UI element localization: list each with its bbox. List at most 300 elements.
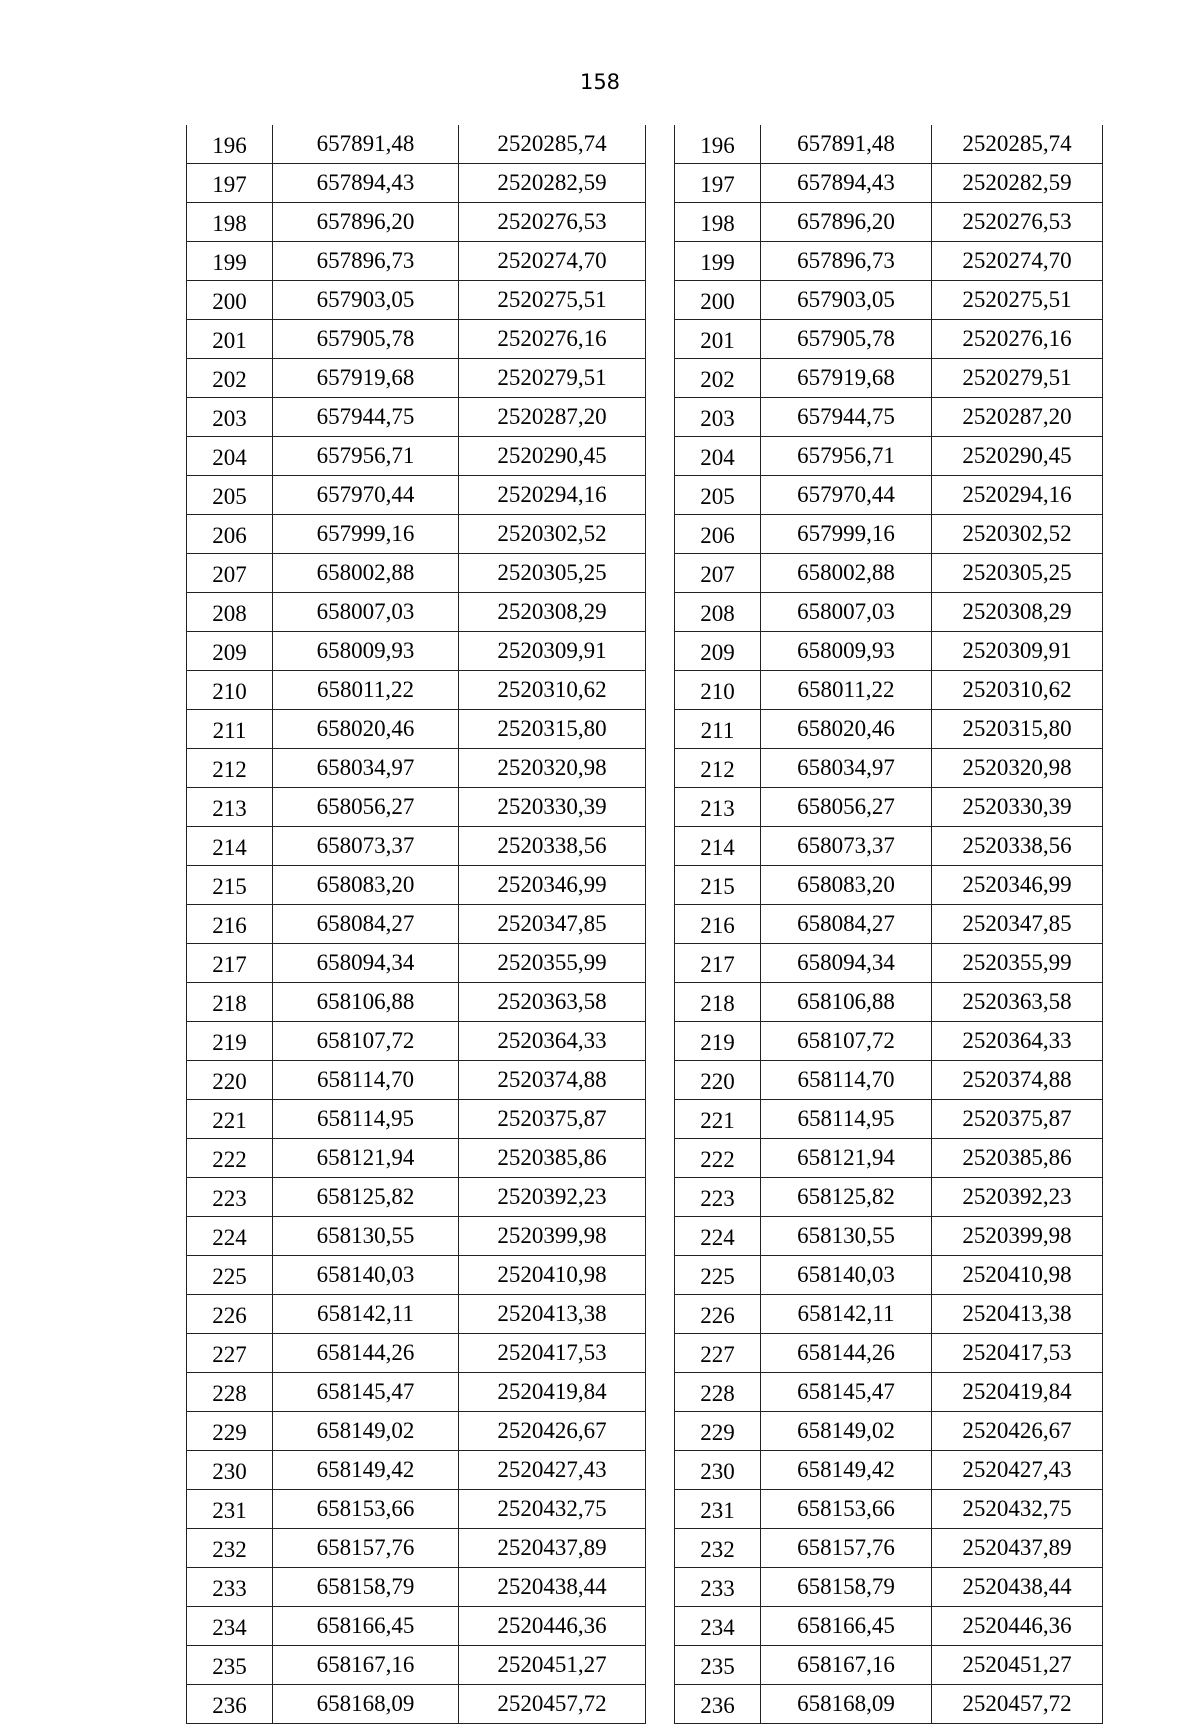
point-number-cell: 205 bbox=[675, 476, 761, 515]
x-coordinate-cell: 658167,16 bbox=[273, 1646, 459, 1685]
x-coordinate-cell: 658168,09 bbox=[761, 1685, 932, 1724]
table-row bbox=[675, 1217, 1103, 1256]
point-number-cell: 200 bbox=[675, 281, 761, 320]
y-coordinate-cell: 2520364,33 bbox=[459, 1022, 646, 1061]
table-row bbox=[675, 320, 1103, 359]
point-number-cell: 204 bbox=[675, 437, 761, 476]
point-number-cell: 197 bbox=[675, 164, 761, 203]
table-row bbox=[675, 1373, 1103, 1412]
point-number-cell: 202 bbox=[675, 359, 761, 398]
point-number-cell: 228 bbox=[675, 1373, 761, 1412]
table-row bbox=[187, 1256, 646, 1295]
x-coordinate-cell: 657896,73 bbox=[273, 242, 459, 281]
table-row bbox=[187, 1373, 646, 1412]
y-coordinate-cell: 2520287,20 bbox=[459, 398, 646, 437]
y-coordinate-cell: 2520374,88 bbox=[459, 1061, 646, 1100]
y-coordinate-cell: 2520320,98 bbox=[459, 749, 646, 788]
y-coordinate-cell: 2520457,72 bbox=[932, 1685, 1103, 1724]
y-coordinate-cell: 2520374,88 bbox=[932, 1061, 1103, 1100]
x-coordinate-cell: 657999,16 bbox=[273, 515, 459, 554]
point-number-cell: 207 bbox=[675, 554, 761, 593]
table-row bbox=[675, 983, 1103, 1022]
y-coordinate-cell: 2520347,85 bbox=[932, 905, 1103, 944]
table-row bbox=[675, 125, 1103, 164]
point-number-cell: 223 bbox=[187, 1178, 273, 1217]
point-number-cell: 225 bbox=[187, 1256, 273, 1295]
x-coordinate-cell: 658114,95 bbox=[761, 1100, 932, 1139]
point-number-cell: 219 bbox=[675, 1022, 761, 1061]
table-row bbox=[675, 281, 1103, 320]
point-number-cell: 229 bbox=[187, 1412, 273, 1451]
y-coordinate-cell: 2520399,98 bbox=[932, 1217, 1103, 1256]
point-number-cell: 222 bbox=[675, 1139, 761, 1178]
point-number-cell: 218 bbox=[675, 983, 761, 1022]
x-coordinate-cell: 658034,97 bbox=[761, 749, 932, 788]
y-coordinate-cell: 2520446,36 bbox=[459, 1607, 646, 1646]
x-coordinate-cell: 658007,03 bbox=[761, 593, 932, 632]
table-row bbox=[675, 866, 1103, 905]
x-coordinate-cell: 658121,94 bbox=[761, 1139, 932, 1178]
y-coordinate-cell: 2520302,52 bbox=[932, 515, 1103, 554]
table-row bbox=[187, 1607, 646, 1646]
x-coordinate-cell: 657894,43 bbox=[273, 164, 459, 203]
point-number-cell: 213 bbox=[675, 788, 761, 827]
x-coordinate-cell: 658145,47 bbox=[273, 1373, 459, 1412]
y-coordinate-cell: 2520309,91 bbox=[932, 632, 1103, 671]
y-coordinate-cell: 2520437,89 bbox=[932, 1529, 1103, 1568]
point-number-cell: 227 bbox=[675, 1334, 761, 1373]
x-coordinate-cell: 658114,95 bbox=[273, 1100, 459, 1139]
y-coordinate-cell: 2520282,59 bbox=[932, 164, 1103, 203]
y-coordinate-cell: 2520276,53 bbox=[459, 203, 646, 242]
point-number-cell: 211 bbox=[675, 710, 761, 749]
x-coordinate-cell: 657891,48 bbox=[761, 125, 932, 164]
table-row bbox=[187, 476, 646, 515]
y-coordinate-cell: 2520432,75 bbox=[459, 1490, 646, 1529]
y-coordinate-cell: 2520338,56 bbox=[932, 827, 1103, 866]
table-row bbox=[187, 281, 646, 320]
point-number-cell: 206 bbox=[187, 515, 273, 554]
point-number-cell: 196 bbox=[675, 125, 761, 164]
point-number-cell: 209 bbox=[675, 632, 761, 671]
table-row bbox=[675, 359, 1103, 398]
x-coordinate-cell: 657944,75 bbox=[761, 398, 932, 437]
table-row bbox=[187, 242, 646, 281]
point-number-cell: 221 bbox=[187, 1100, 273, 1139]
x-coordinate-cell: 658149,02 bbox=[761, 1412, 932, 1451]
point-number-cell: 196 bbox=[187, 125, 273, 164]
point-number-cell: 233 bbox=[187, 1568, 273, 1607]
y-coordinate-cell: 2520385,86 bbox=[459, 1139, 646, 1178]
point-number-cell: 204 bbox=[187, 437, 273, 476]
x-coordinate-cell: 657999,16 bbox=[761, 515, 932, 554]
x-coordinate-cell: 657894,43 bbox=[761, 164, 932, 203]
y-coordinate-cell: 2520274,70 bbox=[932, 242, 1103, 281]
y-coordinate-cell: 2520392,23 bbox=[459, 1178, 646, 1217]
y-coordinate-cell: 2520279,51 bbox=[459, 359, 646, 398]
y-coordinate-cell: 2520427,43 bbox=[459, 1451, 646, 1490]
x-coordinate-cell: 658056,27 bbox=[761, 788, 932, 827]
x-coordinate-cell: 658166,45 bbox=[761, 1607, 932, 1646]
table-row bbox=[675, 593, 1103, 632]
point-number-cell: 214 bbox=[675, 827, 761, 866]
table-row bbox=[675, 1256, 1103, 1295]
x-coordinate-cell: 658149,42 bbox=[761, 1451, 932, 1490]
table-row bbox=[187, 1490, 646, 1529]
x-coordinate-cell: 658114,70 bbox=[761, 1061, 932, 1100]
y-coordinate-cell: 2520355,99 bbox=[459, 944, 646, 983]
x-coordinate-cell: 657896,20 bbox=[761, 203, 932, 242]
y-coordinate-cell: 2520276,16 bbox=[932, 320, 1103, 359]
y-coordinate-cell: 2520364,33 bbox=[932, 1022, 1103, 1061]
table-row bbox=[187, 1217, 646, 1256]
point-number-cell: 223 bbox=[675, 1178, 761, 1217]
point-number-cell: 207 bbox=[187, 554, 273, 593]
table-row bbox=[675, 1334, 1103, 1373]
table-row bbox=[187, 593, 646, 632]
y-coordinate-cell: 2520285,74 bbox=[459, 125, 646, 164]
point-number-cell: 206 bbox=[675, 515, 761, 554]
y-coordinate-cell: 2520305,25 bbox=[459, 554, 646, 593]
point-number-cell: 203 bbox=[187, 398, 273, 437]
table-row bbox=[675, 944, 1103, 983]
y-coordinate-cell: 2520410,98 bbox=[932, 1256, 1103, 1295]
table-row bbox=[675, 1529, 1103, 1568]
y-coordinate-cell: 2520451,27 bbox=[932, 1646, 1103, 1685]
point-number-cell: 220 bbox=[187, 1061, 273, 1100]
table-row bbox=[187, 515, 646, 554]
x-coordinate-cell: 658009,93 bbox=[761, 632, 932, 671]
y-coordinate-cell: 2520451,27 bbox=[459, 1646, 646, 1685]
table-row bbox=[187, 749, 646, 788]
x-coordinate-cell: 657903,05 bbox=[761, 281, 932, 320]
y-coordinate-cell: 2520363,58 bbox=[459, 983, 646, 1022]
point-number-cell: 232 bbox=[187, 1529, 273, 1568]
x-coordinate-cell: 658153,66 bbox=[761, 1490, 932, 1529]
table-row bbox=[675, 437, 1103, 476]
x-coordinate-cell: 657896,20 bbox=[273, 203, 459, 242]
x-coordinate-cell: 658007,03 bbox=[273, 593, 459, 632]
point-number-cell: 228 bbox=[187, 1373, 273, 1412]
y-coordinate-cell: 2520275,51 bbox=[459, 281, 646, 320]
point-number-cell: 233 bbox=[675, 1568, 761, 1607]
y-coordinate-cell: 2520426,67 bbox=[459, 1412, 646, 1451]
x-coordinate-cell: 658106,88 bbox=[273, 983, 459, 1022]
table-row bbox=[187, 1061, 646, 1100]
table-row bbox=[187, 1412, 646, 1451]
y-coordinate-cell: 2520419,84 bbox=[459, 1373, 646, 1412]
x-coordinate-cell: 658011,22 bbox=[761, 671, 932, 710]
table-row bbox=[675, 164, 1103, 203]
y-coordinate-cell: 2520346,99 bbox=[932, 866, 1103, 905]
y-coordinate-cell: 2520438,44 bbox=[459, 1568, 646, 1607]
table-row bbox=[187, 1529, 646, 1568]
table-row bbox=[675, 749, 1103, 788]
y-coordinate-cell: 2520279,51 bbox=[932, 359, 1103, 398]
table-row bbox=[675, 1100, 1103, 1139]
point-number-cell: 216 bbox=[675, 905, 761, 944]
point-number-cell: 234 bbox=[187, 1607, 273, 1646]
y-coordinate-cell: 2520413,38 bbox=[459, 1295, 646, 1334]
table-row bbox=[675, 632, 1103, 671]
table-row bbox=[187, 671, 646, 710]
x-coordinate-cell: 658142,11 bbox=[761, 1295, 932, 1334]
y-coordinate-cell: 2520308,29 bbox=[459, 593, 646, 632]
y-coordinate-cell: 2520282,59 bbox=[459, 164, 646, 203]
point-number-cell: 230 bbox=[675, 1451, 761, 1490]
table-row bbox=[187, 1139, 646, 1178]
table-row bbox=[187, 1646, 646, 1685]
table-row bbox=[675, 515, 1103, 554]
point-number-cell: 211 bbox=[187, 710, 273, 749]
table-row bbox=[187, 359, 646, 398]
point-number-cell: 209 bbox=[187, 632, 273, 671]
point-number-cell: 230 bbox=[187, 1451, 273, 1490]
y-coordinate-cell: 2520294,16 bbox=[459, 476, 646, 515]
point-number-cell: 217 bbox=[675, 944, 761, 983]
point-number-cell: 208 bbox=[675, 593, 761, 632]
table-row bbox=[187, 125, 646, 164]
x-coordinate-cell: 658168,09 bbox=[273, 1685, 459, 1724]
y-coordinate-cell: 2520426,67 bbox=[932, 1412, 1103, 1451]
point-number-cell: 210 bbox=[675, 671, 761, 710]
x-coordinate-cell: 658009,93 bbox=[273, 632, 459, 671]
point-number-cell: 210 bbox=[187, 671, 273, 710]
table-row bbox=[187, 944, 646, 983]
x-coordinate-cell: 658107,72 bbox=[761, 1022, 932, 1061]
coordinates-table-right bbox=[674, 125, 1103, 1724]
x-coordinate-cell: 658142,11 bbox=[273, 1295, 459, 1334]
point-number-cell: 212 bbox=[187, 749, 273, 788]
table-row bbox=[187, 788, 646, 827]
table-row bbox=[187, 632, 646, 671]
y-coordinate-cell: 2520346,99 bbox=[459, 866, 646, 905]
x-coordinate-cell: 658167,16 bbox=[761, 1646, 932, 1685]
table-row bbox=[675, 710, 1103, 749]
x-coordinate-cell: 657970,44 bbox=[273, 476, 459, 515]
y-coordinate-cell: 2520347,85 bbox=[459, 905, 646, 944]
table-row bbox=[675, 398, 1103, 437]
table-row bbox=[187, 827, 646, 866]
x-coordinate-cell: 657919,68 bbox=[273, 359, 459, 398]
point-number-cell: 215 bbox=[675, 866, 761, 905]
x-coordinate-cell: 657896,73 bbox=[761, 242, 932, 281]
point-number-cell: 226 bbox=[187, 1295, 273, 1334]
x-coordinate-cell: 658121,94 bbox=[273, 1139, 459, 1178]
table-row bbox=[187, 1100, 646, 1139]
x-coordinate-cell: 658149,02 bbox=[273, 1412, 459, 1451]
table-row bbox=[187, 1685, 646, 1724]
y-coordinate-cell: 2520330,39 bbox=[932, 788, 1103, 827]
point-number-cell: 221 bbox=[675, 1100, 761, 1139]
point-number-cell: 231 bbox=[675, 1490, 761, 1529]
x-coordinate-cell: 658114,70 bbox=[273, 1061, 459, 1100]
y-coordinate-cell: 2520375,87 bbox=[459, 1100, 646, 1139]
table-row bbox=[675, 1178, 1103, 1217]
x-coordinate-cell: 658056,27 bbox=[273, 788, 459, 827]
table-row bbox=[675, 1685, 1103, 1724]
table-row bbox=[675, 203, 1103, 242]
point-number-cell: 234 bbox=[675, 1607, 761, 1646]
point-number-cell: 201 bbox=[187, 320, 273, 359]
table-row bbox=[675, 1490, 1103, 1529]
y-coordinate-cell: 2520427,43 bbox=[932, 1451, 1103, 1490]
x-coordinate-cell: 657903,05 bbox=[273, 281, 459, 320]
point-number-cell: 225 bbox=[675, 1256, 761, 1295]
y-coordinate-cell: 2520417,53 bbox=[932, 1334, 1103, 1373]
x-coordinate-cell: 658140,03 bbox=[761, 1256, 932, 1295]
point-number-cell: 227 bbox=[187, 1334, 273, 1373]
point-number-cell: 218 bbox=[187, 983, 273, 1022]
y-coordinate-cell: 2520417,53 bbox=[459, 1334, 646, 1373]
y-coordinate-cell: 2520276,53 bbox=[932, 203, 1103, 242]
y-coordinate-cell: 2520338,56 bbox=[459, 827, 646, 866]
point-number-cell: 226 bbox=[675, 1295, 761, 1334]
y-coordinate-cell: 2520446,36 bbox=[932, 1607, 1103, 1646]
x-coordinate-cell: 658166,45 bbox=[273, 1607, 459, 1646]
y-coordinate-cell: 2520290,45 bbox=[459, 437, 646, 476]
coordinates-table-left bbox=[186, 125, 646, 1724]
table-row bbox=[675, 554, 1103, 593]
point-number-cell: 236 bbox=[675, 1685, 761, 1724]
point-number-cell: 199 bbox=[675, 242, 761, 281]
table-row bbox=[187, 164, 646, 203]
x-coordinate-cell: 658083,20 bbox=[761, 866, 932, 905]
y-coordinate-cell: 2520330,39 bbox=[459, 788, 646, 827]
y-coordinate-cell: 2520438,44 bbox=[932, 1568, 1103, 1607]
y-coordinate-cell: 2520285,74 bbox=[932, 125, 1103, 164]
table-row bbox=[187, 866, 646, 905]
x-coordinate-cell: 658094,34 bbox=[273, 944, 459, 983]
page-number: 158 bbox=[579, 70, 621, 94]
x-coordinate-cell: 658144,26 bbox=[273, 1334, 459, 1373]
table-row bbox=[675, 1412, 1103, 1451]
point-number-cell: 214 bbox=[187, 827, 273, 866]
y-coordinate-cell: 2520305,25 bbox=[932, 554, 1103, 593]
table-row bbox=[187, 437, 646, 476]
x-coordinate-cell: 658157,76 bbox=[761, 1529, 932, 1568]
x-coordinate-cell: 658144,26 bbox=[761, 1334, 932, 1373]
x-coordinate-cell: 658107,72 bbox=[273, 1022, 459, 1061]
table-row bbox=[675, 827, 1103, 866]
table-row bbox=[187, 983, 646, 1022]
table-row bbox=[675, 788, 1103, 827]
x-coordinate-cell: 658073,37 bbox=[273, 827, 459, 866]
x-coordinate-cell: 658020,46 bbox=[273, 710, 459, 749]
x-coordinate-cell: 658002,88 bbox=[761, 554, 932, 593]
y-coordinate-cell: 2520310,62 bbox=[459, 671, 646, 710]
point-number-cell: 201 bbox=[675, 320, 761, 359]
table-row bbox=[675, 1139, 1103, 1178]
point-number-cell: 208 bbox=[187, 593, 273, 632]
table-row bbox=[187, 1568, 646, 1607]
table-row bbox=[187, 554, 646, 593]
point-number-cell: 199 bbox=[187, 242, 273, 281]
y-coordinate-cell: 2520308,29 bbox=[932, 593, 1103, 632]
y-coordinate-cell: 2520392,23 bbox=[932, 1178, 1103, 1217]
x-coordinate-cell: 658145,47 bbox=[761, 1373, 932, 1412]
point-number-cell: 229 bbox=[675, 1412, 761, 1451]
y-coordinate-cell: 2520309,91 bbox=[459, 632, 646, 671]
y-coordinate-cell: 2520276,16 bbox=[459, 320, 646, 359]
point-number-cell: 222 bbox=[187, 1139, 273, 1178]
point-number-cell: 219 bbox=[187, 1022, 273, 1061]
x-coordinate-cell: 658073,37 bbox=[761, 827, 932, 866]
x-coordinate-cell: 657905,78 bbox=[761, 320, 932, 359]
x-coordinate-cell: 658158,79 bbox=[273, 1568, 459, 1607]
y-coordinate-cell: 2520363,58 bbox=[932, 983, 1103, 1022]
point-number-cell: 236 bbox=[187, 1685, 273, 1724]
table-row bbox=[675, 1451, 1103, 1490]
y-coordinate-cell: 2520290,45 bbox=[932, 437, 1103, 476]
point-number-cell: 200 bbox=[187, 281, 273, 320]
y-coordinate-cell: 2520457,72 bbox=[459, 1685, 646, 1724]
table-row bbox=[187, 710, 646, 749]
y-coordinate-cell: 2520287,20 bbox=[932, 398, 1103, 437]
table-row bbox=[675, 1607, 1103, 1646]
x-coordinate-cell: 658130,55 bbox=[273, 1217, 459, 1256]
x-coordinate-cell: 658153,66 bbox=[273, 1490, 459, 1529]
y-coordinate-cell: 2520437,89 bbox=[459, 1529, 646, 1568]
x-coordinate-cell: 657956,71 bbox=[273, 437, 459, 476]
table-row bbox=[675, 905, 1103, 944]
y-coordinate-cell: 2520413,38 bbox=[932, 1295, 1103, 1334]
point-number-cell: 235 bbox=[675, 1646, 761, 1685]
table-row bbox=[675, 1061, 1103, 1100]
y-coordinate-cell: 2520399,98 bbox=[459, 1217, 646, 1256]
table-row bbox=[675, 1295, 1103, 1334]
x-coordinate-cell: 658084,27 bbox=[761, 905, 932, 944]
table-row bbox=[187, 1022, 646, 1061]
x-coordinate-cell: 657944,75 bbox=[273, 398, 459, 437]
point-number-cell: 217 bbox=[187, 944, 273, 983]
table-row bbox=[187, 1178, 646, 1217]
x-coordinate-cell: 658094,34 bbox=[761, 944, 932, 983]
x-coordinate-cell: 658140,03 bbox=[273, 1256, 459, 1295]
x-coordinate-cell: 658083,20 bbox=[273, 866, 459, 905]
x-coordinate-cell: 658002,88 bbox=[273, 554, 459, 593]
table-row bbox=[675, 1022, 1103, 1061]
x-coordinate-cell: 657919,68 bbox=[761, 359, 932, 398]
point-number-cell: 224 bbox=[675, 1217, 761, 1256]
x-coordinate-cell: 657905,78 bbox=[273, 320, 459, 359]
point-number-cell: 203 bbox=[675, 398, 761, 437]
y-coordinate-cell: 2520274,70 bbox=[459, 242, 646, 281]
x-coordinate-cell: 658130,55 bbox=[761, 1217, 932, 1256]
x-coordinate-cell: 658084,27 bbox=[273, 905, 459, 944]
point-number-cell: 215 bbox=[187, 866, 273, 905]
point-number-cell: 198 bbox=[675, 203, 761, 242]
point-number-cell: 220 bbox=[675, 1061, 761, 1100]
table-row bbox=[675, 476, 1103, 515]
point-number-cell: 205 bbox=[187, 476, 273, 515]
table-row bbox=[675, 1646, 1103, 1685]
point-number-cell: 202 bbox=[187, 359, 273, 398]
y-coordinate-cell: 2520294,16 bbox=[932, 476, 1103, 515]
point-number-cell: 213 bbox=[187, 788, 273, 827]
table-row bbox=[675, 671, 1103, 710]
x-coordinate-cell: 658106,88 bbox=[761, 983, 932, 1022]
x-coordinate-cell: 658020,46 bbox=[761, 710, 932, 749]
point-number-cell: 198 bbox=[187, 203, 273, 242]
x-coordinate-cell: 658125,82 bbox=[761, 1178, 932, 1217]
y-coordinate-cell: 2520310,62 bbox=[932, 671, 1103, 710]
table-row bbox=[187, 320, 646, 359]
y-coordinate-cell: 2520315,80 bbox=[932, 710, 1103, 749]
x-coordinate-cell: 658157,76 bbox=[273, 1529, 459, 1568]
y-coordinate-cell: 2520275,51 bbox=[932, 281, 1103, 320]
point-number-cell: 224 bbox=[187, 1217, 273, 1256]
